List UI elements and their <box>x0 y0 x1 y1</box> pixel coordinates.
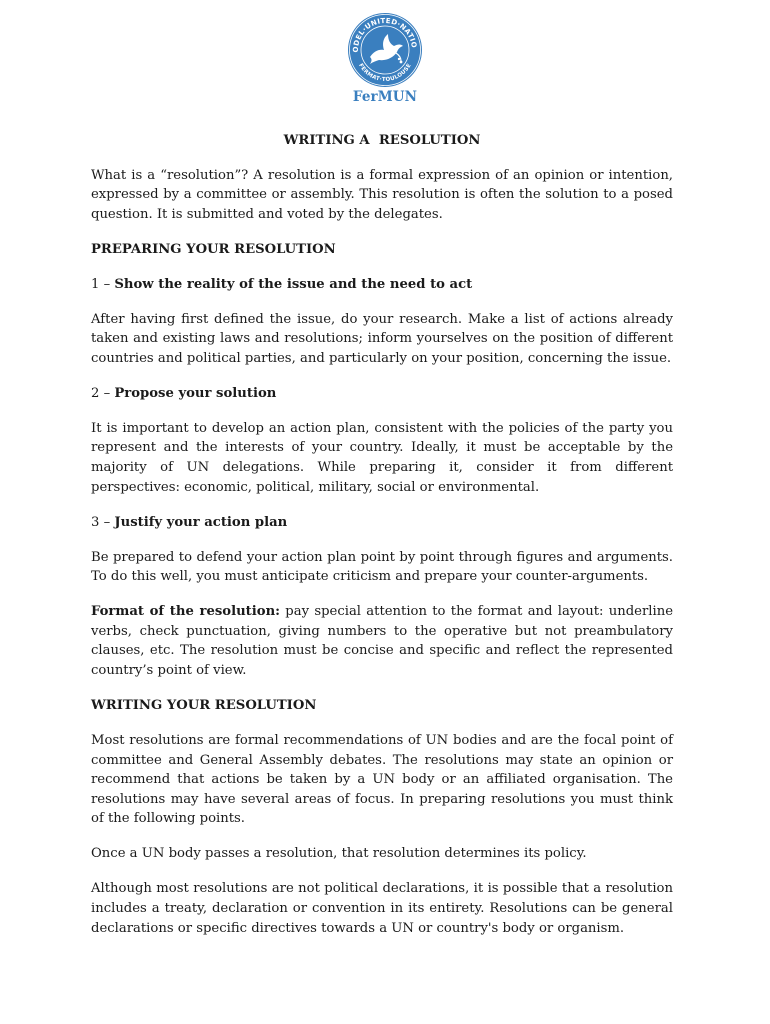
step-1-title: Show the reality of the issue and the need to act <box>114 276 473 292</box>
document-title: WRITING A RESOLUTION <box>283 133 481 148</box>
step-2-heading <box>91 384 673 404</box>
step-3-heading <box>91 513 673 533</box>
paragraph-policy: Once a UN body passes a resolution, that resolution determines its policy. <box>91 846 587 862</box>
mun-logo <box>346 11 424 89</box>
intro-paragraph: What is a “resolution”? A resolution is a formal expression of an opinion or intention, expressed by a committee or assembly. This resolution is often the solution to a posed question. It is submitted and voted by the delegates. <box>91 167 673 222</box>
step-2-paragraph: It is important to develop an action plan, consistent with the policies of the party you represent and the interests of your country. Ideally, it must be acceptable by the majority of UN delegations. While preparing it, consider it from different perspectives: economic, political, military, social or environmental. <box>91 420 673 495</box>
paragraph-declarations: Although most resolutions are not political declarations, it is possible that a resolution includes a treaty, declaration or convention in its entirety. Resolutions can be general declarations or specific directives towards a UN or country's body or organism. <box>91 881 673 936</box>
format-text: pay special attention to the format and layout: underline verbs, check punctuation, giving numbers to the operative but not preambulatory clauses, etc. The resolution must be concise and specific and reflect the represented country’s point of view. <box>91 604 673 678</box>
step-1-paragraph: After having first defined the issue, do your research. Make a list of actions already taken and existing laws and resolutions; inform yourselves on the position of different countries and political parties, and particularly on your position, concerning the issue. <box>91 311 673 366</box>
step-2-number: 2 – <box>91 385 115 401</box>
format-label: Format of the resolution: <box>91 604 281 620</box>
section-heading-writing: WRITING YOUR RESOLUTION <box>91 697 317 713</box>
logo-text-bottom: FERMAT·TOULOUSE <box>357 62 413 84</box>
document-body <box>91 131 673 953</box>
step-1-heading <box>91 275 673 295</box>
step-1-number: 1 – <box>91 276 115 292</box>
dove-emblem-icon <box>346 11 424 89</box>
logo-text-top: ODEL·UNITED·NATIO <box>351 16 419 53</box>
step-3-number: 3 – <box>91 514 115 530</box>
brand-name: FerMUN <box>352 89 418 105</box>
paragraph-recommendations: Most resolutions are formal recommendations of UN bodies and are the focal point of committee and General Assembly debates. The resolutions may state an opinion or recommend that actions be taken by a UN body or an affiliated organisation. The resolutions may have several areas of focus. In preparing resolutions you must think of the following points. <box>91 732 673 827</box>
format-paragraph <box>91 602 673 680</box>
step-3-title: Justify your action plan <box>114 514 288 530</box>
step-2-title: Propose your solution <box>114 385 277 401</box>
section-heading-preparing: PREPARING YOUR RESOLUTION <box>91 241 336 257</box>
step-3-paragraph: Be prepared to defend your action plan point by point through figures and arguments. To do this well, you must anticipate criticism and prepare your counter-arguments. <box>91 549 673 585</box>
